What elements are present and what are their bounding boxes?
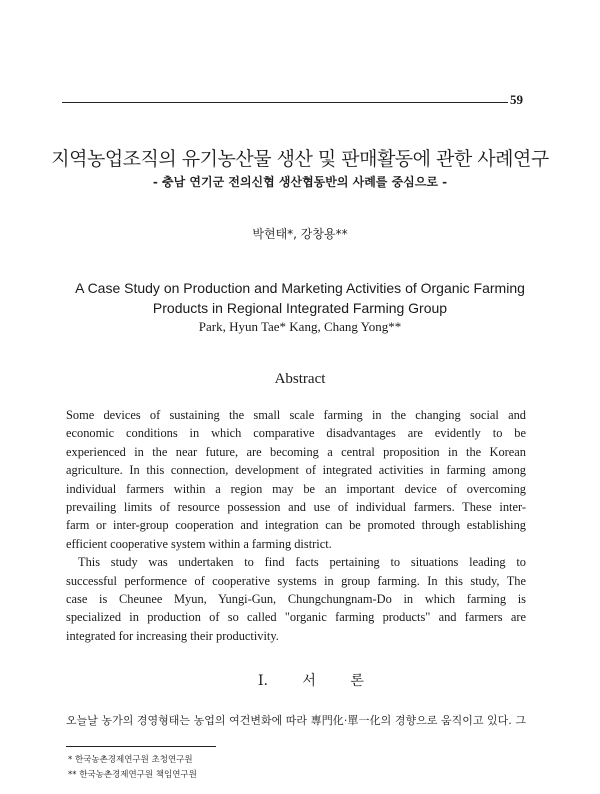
- footnote: * 한국농촌경제연구원 초청연구원: [68, 755, 193, 765]
- authors-english: Park, Hyun Tae* Kang, Chang Yong**: [198, 319, 402, 334]
- abstract-line: specialized in production of so called "organic farming products" and farmers are: [66, 610, 526, 625]
- abstract-line: economic conditions in which comparative disadvantages are evidently to be: [66, 426, 526, 441]
- abstract-line: successful performence of cooperative systems in group farming. In this study, The: [66, 573, 526, 588]
- abstract-heading: Abstract: [274, 371, 326, 387]
- english-title: [0, 278, 600, 318]
- abstract-line: prevailing limits of resource possession and use of individual farmers. These inter-: [66, 500, 526, 515]
- abstract-line: efficient cooperative system within a farming district.: [66, 536, 332, 551]
- abstract-line: farm or inter-group cooperation and integration can be promoted through establishing: [66, 518, 526, 533]
- abstract-body: [66, 406, 526, 645]
- page-number: 59: [510, 92, 523, 107]
- paper-title: 지역농업조직의 유기농산물 생산 및 판매활동에 관한 사례연구: [51, 148, 549, 170]
- authors-korean: 박현태*, 강창용**: [252, 227, 348, 241]
- abstract-line: integrated for increasing their productivity.: [66, 628, 279, 643]
- abstract-line: case is Cheunee Myun, Yungi-Gun, Chungchungnam-Do in which farming is: [66, 592, 526, 607]
- header-rule: [62, 102, 508, 103]
- abstract-line: agriculture. In this connection, development of integrated activities in farming among: [66, 463, 526, 478]
- abstract-line: experienced in the near future, are becoming a central proposition in the Korean: [66, 444, 526, 459]
- paper-subtitle: - 충남 연기군 전의신협 생산협동반의 사례를 중심으로 -: [152, 175, 448, 189]
- abstract-line: Some devices of sustaining the small scale farming in the changing social and: [66, 408, 526, 422]
- english-title-line: Products in Regional Integrated Farming Group: [152, 300, 448, 316]
- abstract-line: This study was undertaken to find facts pertaining to situations leading to: [78, 555, 526, 570]
- english-title-line: A Case Study on Production and Marketing Activities of Organic Farming: [75, 280, 525, 296]
- section-heading: Ⅰ. 서 론: [258, 673, 364, 689]
- body-text-line: 오늘날 농가의 경영형태는 농업의 여건변화에 따라 專門化·單一化의 경향으로 움직이고 있다. 그: [66, 714, 526, 727]
- footnote-rule: [66, 746, 216, 747]
- footnote: ** 한국농촌경제연구원 책임연구원: [68, 770, 197, 780]
- abstract-line: individual farmers within a region may be an important device of overcoming: [66, 481, 526, 496]
